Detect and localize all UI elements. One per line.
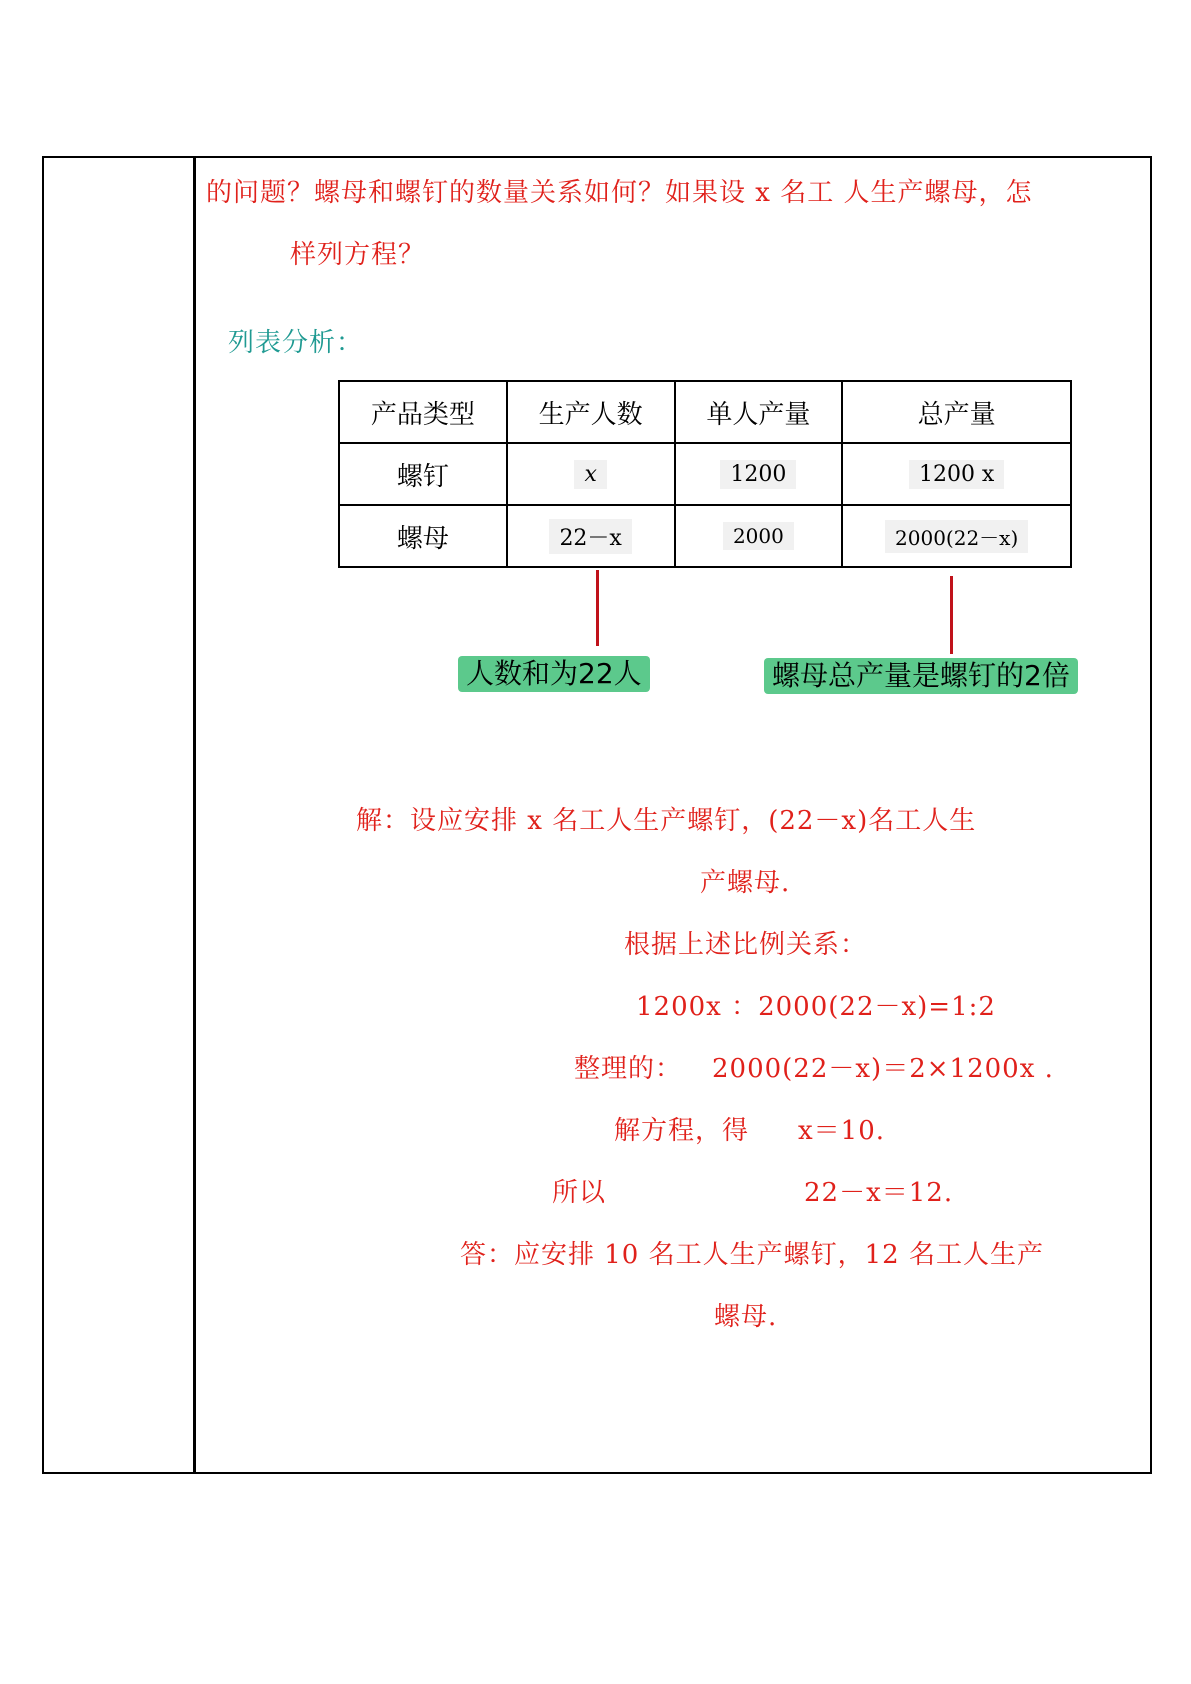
cell-workers: x: [574, 460, 606, 489]
cell-workers: 22－x: [549, 519, 631, 554]
cell-unit-output: 1200: [720, 460, 796, 489]
answer-line-2: 螺母.: [714, 1302, 778, 1332]
solution-line-5-equation: 2000(22－x)＝2×1200x .: [712, 1054, 1054, 1084]
header-unit-output: 单人产量: [675, 381, 843, 443]
header-worker-count: 生产人数: [507, 381, 675, 443]
cell-total-output: 1200 x: [909, 460, 1004, 489]
table-row: [339, 443, 1071, 505]
solution-line-7-result: 22－x＝12.: [804, 1178, 954, 1208]
solution-line-3: 根据上述比例关系：: [624, 930, 868, 960]
header-total-output: 总产量: [842, 381, 1071, 443]
callout-output-ratio: 螺母总产量是螺钉的2倍: [764, 658, 1078, 694]
callout-worker-sum: 人数和为22人: [458, 656, 650, 692]
table-row: [339, 505, 1071, 567]
answer-line-1: 答：应安排 10 名工人生产螺钉，12 名工人生产: [460, 1240, 1044, 1270]
solution-line-5-label: 整理的：: [574, 1054, 683, 1084]
cell-product: 螺钉: [339, 443, 507, 505]
table-header-row: [339, 381, 1071, 443]
question-line-1: 的问题？螺母和螺钉的数量关系如何？如果设 x 名工 人生产螺母，怎: [206, 178, 1033, 208]
cell-product: 螺母: [339, 505, 507, 567]
cell-total-output: 2000(22－x): [885, 520, 1028, 553]
analysis-table: [338, 380, 1072, 568]
solution-line-1: 解：设应安排 x 名工人生产螺钉，(22－x)名工人生: [356, 806, 977, 836]
solution-line-4: 1200x ：2000(22－x)=1:2: [636, 992, 996, 1022]
column-divider: [193, 158, 196, 1472]
solution-line-7-label: 所以: [552, 1178, 607, 1208]
solution-line-6-label: 解方程，得: [614, 1116, 750, 1146]
analysis-heading: 列表分析：: [228, 328, 364, 358]
header-product-type: 产品类型: [339, 381, 507, 443]
callout-arrow-left: [596, 570, 599, 646]
callout-arrow-right: [950, 576, 953, 654]
solution-line-6-result: x＝10.: [798, 1116, 886, 1146]
question-line-2: 样列方程？: [290, 240, 426, 270]
solution-line-2: 产螺母.: [700, 868, 791, 898]
cell-unit-output: 2000: [723, 522, 794, 550]
